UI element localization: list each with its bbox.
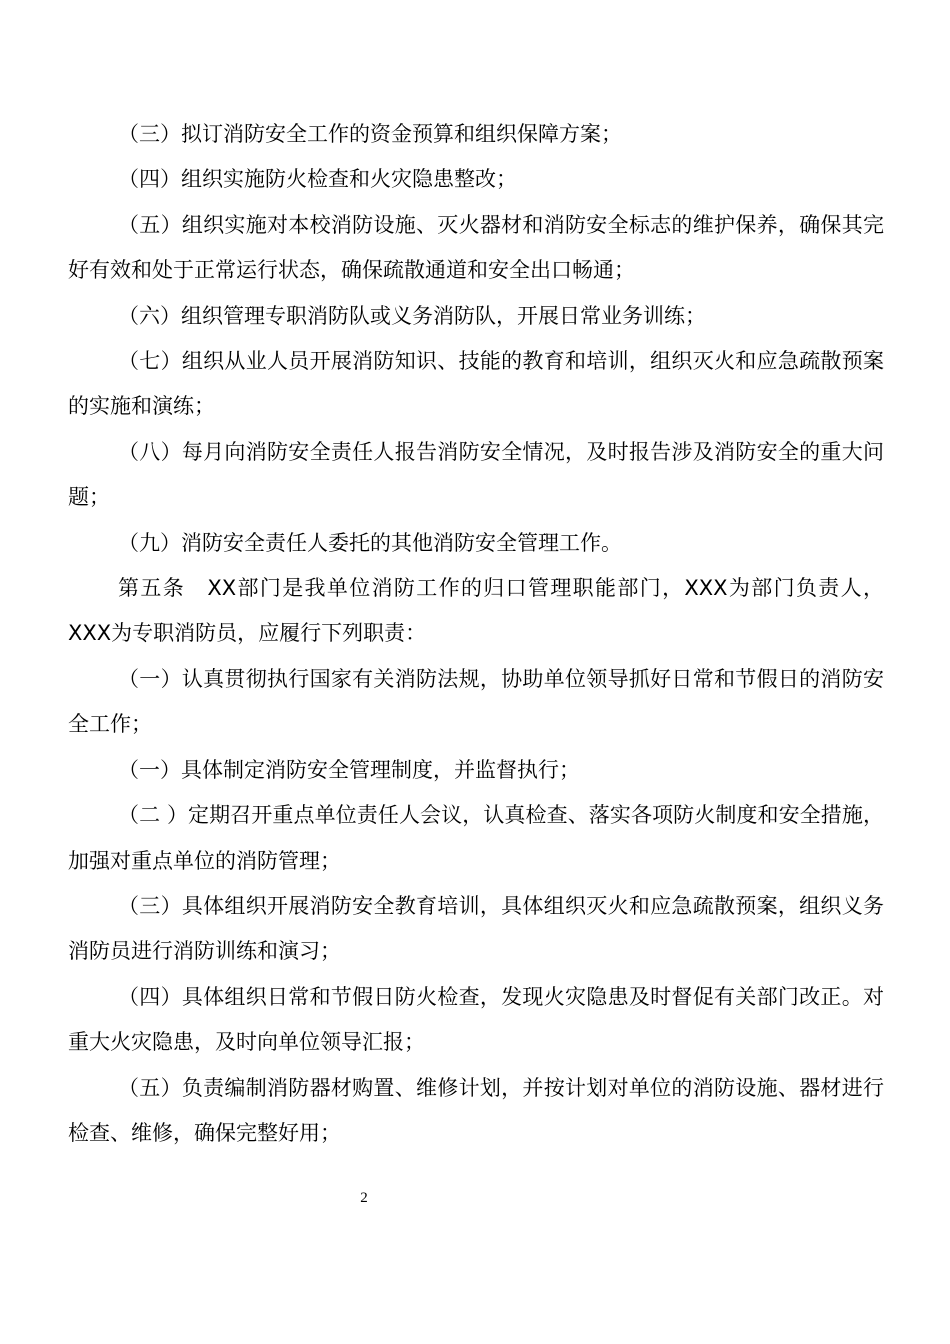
paragraph-clause-9: （九）消防安全责任人委托的其他消防安全管理工作。 xyxy=(118,530,622,555)
document-body xyxy=(68,112,884,1156)
paragraph-clause-8: （八）每月向消防安全责任人报告消防安全情况，及时报告涉及消防安全的重大问题； xyxy=(68,439,884,510)
paragraph-clause-5: （五）组织实施对本校消防设施、灭火器材和消防安全标志的维护保养，确保其完好有效和处于正常运行状态，确保疏散通道和安全出口畅通； xyxy=(68,212,884,283)
paragraph-duty-1a: （一）认真贯彻执行国家有关消防法规，协助单位领导抓好日常和节假日的消防安全工作； xyxy=(68,666,884,737)
paragraph-duty-1b: （一）具体制定消防安全管理制度，并监督执行； xyxy=(118,757,580,782)
paragraph-clause-6: （六）组织管理专职消防队或义务消防队，开展日常业务训练； xyxy=(118,303,706,328)
paragraph-clause-7: （七）组织从业人员开展消防知识、技能的教育和培训，组织灭火和应急疏散预案的实施和演练； xyxy=(68,349,884,419)
page-number: 2 xyxy=(360,1190,368,1206)
paragraph-duty-2: （二 ）定期召开重点单位责任人会议，认真检查、落实各项防火制度和安全措施，加强对重点单位的消防管理； xyxy=(68,803,884,873)
paragraph-clause-3: （三）拟订消防安全工作的资金预算和组织保障方案； xyxy=(118,122,622,146)
paragraph-clause-4: （四）组织实施防火检查和火灾隐患整改； xyxy=(118,167,517,192)
paragraph-duty-4: （四）具体组织日常和节假日防火检查，发现火灾隐患及时督促有关部门改正。对重大火灾隐患，及时向单位领导汇报； xyxy=(68,984,884,1055)
paragraph-article-5: 第五条 XX部门是我单位消防工作的归口管理职能部门，XXX为部门负责人，XXX为专职消防员，应履行下列职责： xyxy=(68,576,884,646)
paragraph-duty-5: （五）负责编制消防器材购置、维修计划，并按计划对单位的消防设施、器材进行检查、维修，确保完整好用； xyxy=(68,1075,884,1145)
paragraph-duty-3: （三）具体组织开展消防安全教育培训，具体组织灭火和应急疏散预案，组织义务消防员进行消防训练和演习； xyxy=(68,893,884,964)
